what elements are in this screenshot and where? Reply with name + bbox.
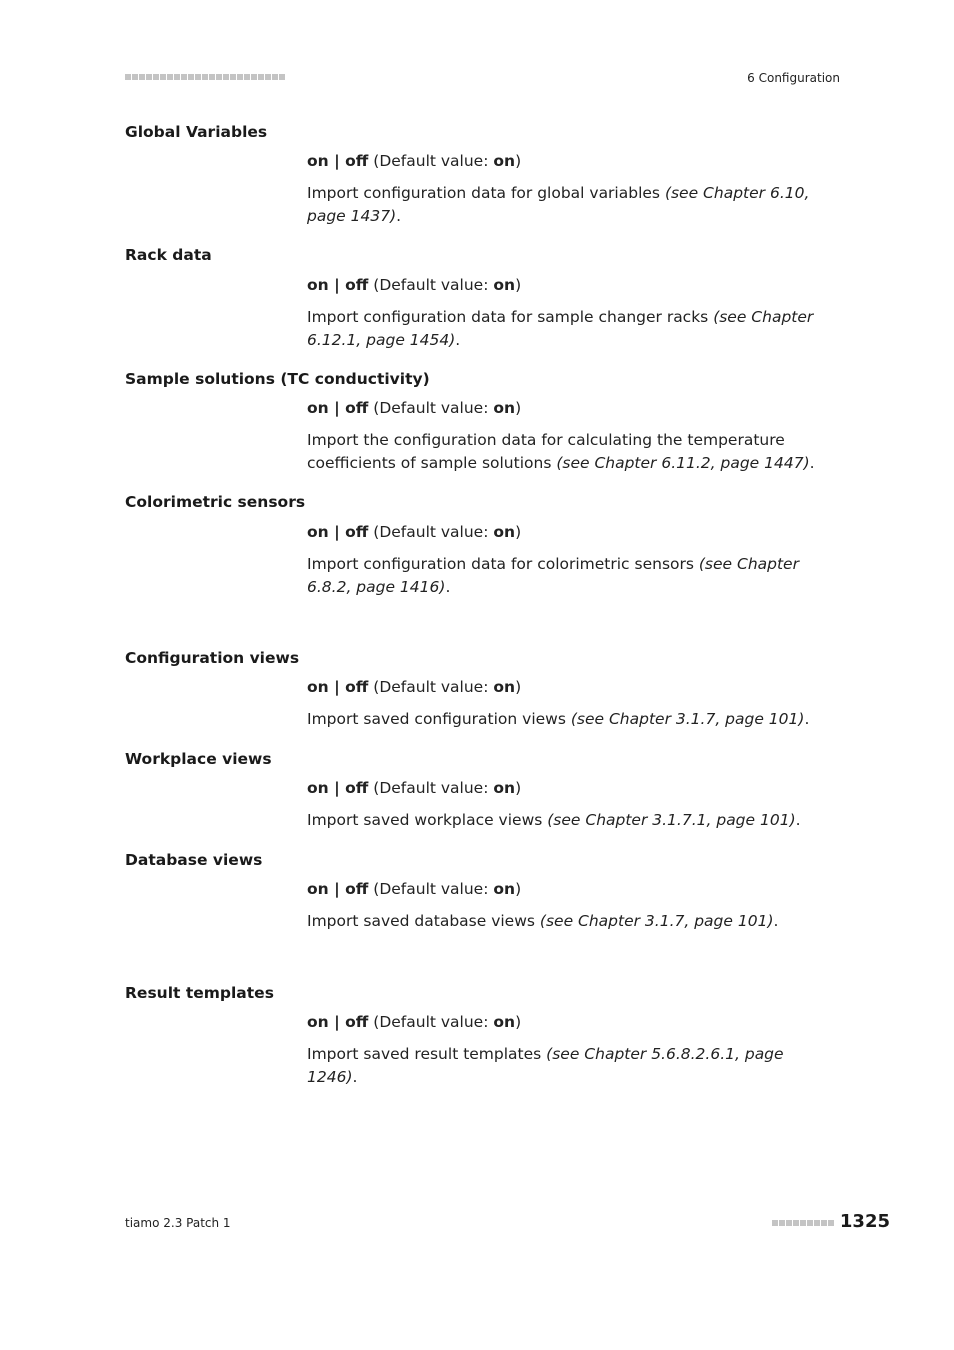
entry-title-sample-solutions: Sample solutions (TC conductivity) — [125, 370, 430, 388]
options-label: on | off — [307, 880, 369, 898]
entry-description — [307, 306, 837, 352]
description-text: Import saved configuration views — [307, 710, 571, 728]
chapter-reference: (see Chapter 5.6.8.2.6.1, page 1246) — [307, 1045, 784, 1086]
default-suffix: ) — [515, 880, 522, 898]
description-end: . — [396, 207, 402, 225]
entry-values — [307, 521, 837, 544]
entry-values — [307, 274, 837, 297]
default-prefix: (Default value: — [368, 1013, 494, 1031]
options-label: on | off — [307, 523, 369, 541]
entry-description — [307, 1043, 837, 1089]
entry-values — [307, 777, 837, 800]
description-end: . — [352, 1068, 358, 1086]
default-prefix: (Default value: — [368, 880, 494, 898]
description-text: Import configuration data for global variables — [307, 184, 665, 202]
description-text: Import saved workplace views — [307, 811, 548, 829]
description-text: Import configuration data for colorimetric sensors — [307, 555, 699, 573]
options-label: on | off — [307, 399, 369, 417]
entry-description — [307, 809, 837, 832]
description-end: . — [804, 710, 810, 728]
entry-title-database-views: Database views — [125, 851, 263, 869]
description-text: Import saved result templates — [307, 1045, 547, 1063]
chapter-reference: (see Chapter 3.1.7.1, page 101) — [547, 811, 796, 829]
chapter-reference: (see Chapter 6.12.1, page 1454) — [307, 308, 814, 349]
entry-title-workplace-views: Workplace views — [125, 750, 272, 768]
entry-title-result-templates: Result templates — [125, 984, 274, 1002]
description-end: . — [809, 454, 815, 472]
options-label: on | off — [307, 152, 369, 170]
entry-values — [307, 878, 837, 901]
entry-description — [307, 910, 837, 933]
default-suffix: ) — [515, 152, 522, 170]
default-value: on — [493, 152, 516, 170]
description-end: . — [795, 811, 801, 829]
entry-values — [307, 1011, 837, 1034]
default-prefix: (Default value: — [368, 523, 494, 541]
chapter-reference: (see Chapter 6.11.2, page 1447) — [556, 454, 810, 472]
default-value: on — [493, 678, 516, 696]
default-suffix: ) — [515, 779, 522, 797]
default-value: on — [493, 779, 516, 797]
entry-description — [307, 553, 837, 599]
default-suffix: ) — [515, 276, 522, 294]
entry-title-colorimetric-sensors: Colorimetric sensors — [125, 493, 306, 511]
default-suffix: ) — [515, 399, 522, 417]
header-decoration — [125, 74, 285, 80]
default-suffix: ) — [515, 678, 522, 696]
default-value: on — [493, 1013, 516, 1031]
default-prefix: (Default value: — [368, 399, 494, 417]
options-label: on | off — [307, 1013, 369, 1031]
running-header-chapter: 6 Configuration — [747, 71, 840, 85]
default-prefix: (Default value: — [368, 779, 494, 797]
description-text: Import configuration data for sample changer racks — [307, 308, 714, 326]
default-value: on — [493, 276, 516, 294]
default-prefix: (Default value: — [368, 276, 494, 294]
footer-decoration — [772, 1220, 834, 1226]
options-label: on | off — [307, 779, 369, 797]
default-prefix: (Default value: — [368, 152, 494, 170]
entry-description — [307, 708, 837, 731]
description-text: Import saved database views — [307, 912, 540, 930]
default-suffix: ) — [515, 1013, 522, 1031]
default-value: on — [493, 399, 516, 417]
options-label: on | off — [307, 678, 369, 696]
description-end: . — [773, 912, 779, 930]
entry-description — [307, 182, 837, 228]
chapter-reference: (see Chapter 3.1.7, page 101) — [570, 710, 805, 728]
options-label: on | off — [307, 276, 369, 294]
entry-description — [307, 429, 837, 475]
entry-title-configuration-views: Configuration views — [125, 649, 300, 667]
page-number: 1325 — [839, 1211, 890, 1232]
entry-values — [307, 397, 837, 420]
default-suffix: ) — [515, 523, 522, 541]
chapter-reference: (see Chapter 3.1.7, page 101) — [539, 912, 774, 930]
entry-values — [307, 676, 837, 699]
description-end: . — [455, 331, 461, 349]
description-end: . — [445, 578, 451, 596]
entry-title-global-variables: Global Variables — [125, 123, 268, 141]
entry-title-rack-data: Rack data — [125, 246, 212, 264]
default-value: on — [493, 880, 516, 898]
description-text: Import the configuration data for calculating the temperature coefficients of sample solutions — [307, 431, 785, 472]
default-prefix: (Default value: — [368, 678, 494, 696]
chapter-reference: (see Chapter 6.8.2, page 1416) — [307, 555, 799, 596]
footer-product-name: tiamo 2.3 Patch 1 — [125, 1216, 231, 1230]
default-value: on — [493, 523, 516, 541]
chapter-reference: (see Chapter 6.10, page 1437) — [307, 184, 810, 225]
entry-values — [307, 150, 837, 173]
